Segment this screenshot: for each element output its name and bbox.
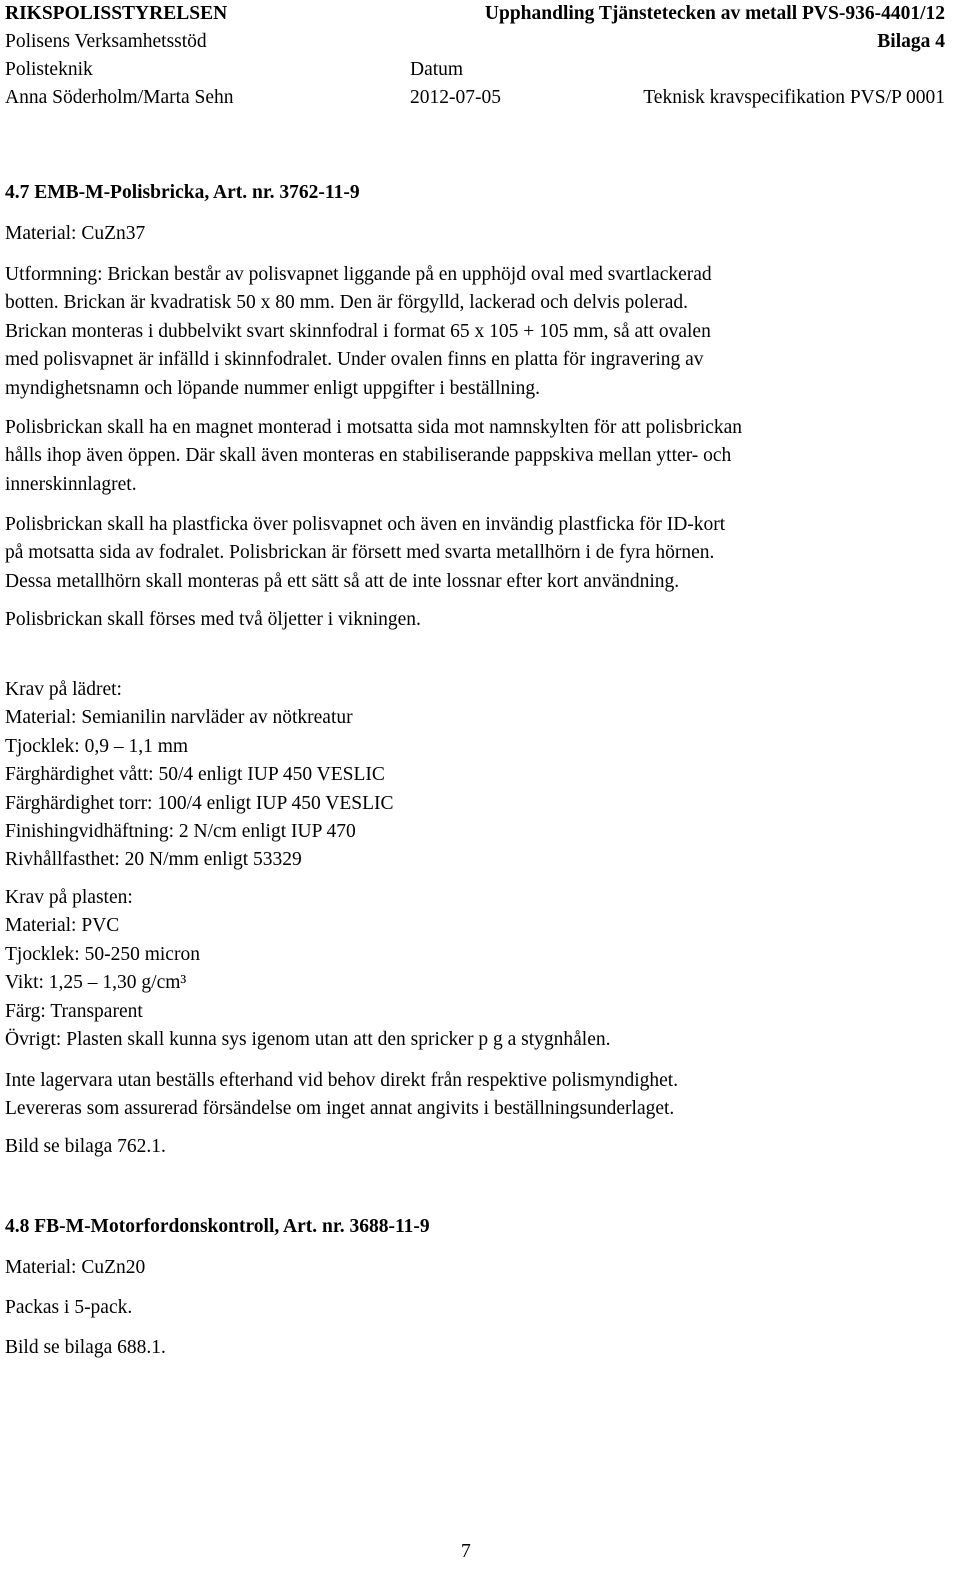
- header-row-3: [5, 56, 945, 84]
- leather-requirements: [5, 676, 950, 875]
- page-number: 7: [461, 1541, 471, 1562]
- text-line: hålls ihop även öppen. Där skall även monteras en stabiliserande pappskiva mellan ytter- och: [5, 445, 732, 467]
- text-line: Material: PVC: [5, 915, 120, 937]
- text-line: Material: Semianilin narvläder av nötkreatur: [5, 707, 353, 729]
- text-line: Finishingvidhäftning: 2 N/cm enligt IUP 470: [5, 821, 356, 843]
- text-line: Krav på plasten:: [5, 887, 133, 908]
- plastic-requirements: [5, 884, 950, 1054]
- text-line: myndighetsnamn och löpande nummer enligt uppgifter i beställning.: [5, 377, 541, 399]
- header-date: 2012-07-05: [410, 87, 501, 108]
- header-row-4: [5, 84, 945, 112]
- section-47-eyelets: Polisbrickan skall förses med två öljetter i vikningen.: [5, 609, 421, 630]
- text-line: Tjocklek: 0,9 – 1,1 mm: [5, 735, 189, 757]
- section-48-title: 4.8 FB-M-Motorfordonskontroll, Art. nr. 3688-11-9: [5, 1216, 430, 1237]
- section-48-image-ref: Bild se bilaga 688.1.: [5, 1337, 166, 1358]
- header-spec: Teknisk kravspecifikation PVS/P 0001: [643, 87, 945, 108]
- text-line: Färg: Transparent: [5, 1000, 143, 1022]
- text-line: Brickan monteras i dubbelvikt svart skinnfodral i format 65 x 105 + 105 mm, så att ovalen: [5, 320, 711, 342]
- delivery-info: [5, 1067, 950, 1124]
- text-line: Levereras som assurerad försändelse om inget annat angivits i beställningsunderlaget.: [5, 1098, 675, 1120]
- text-line: med polisvapnet är infälld i skinnfodralet. Under ovalen finns en platta för ingravering av: [5, 349, 704, 371]
- header-row-1: [5, 0, 945, 28]
- section-47-magnet: [5, 414, 950, 499]
- section-47-description: [5, 261, 950, 403]
- text-line: Polisbrickan skall ha plastficka över polisvapnet och även en invändig plastficka för ID-kort: [5, 514, 726, 535]
- section-47-title: 4.7 EMB-M-Polisbricka, Art. nr. 3762-11-9: [5, 182, 360, 203]
- header-unit: Polisteknik: [5, 59, 93, 80]
- text-line: Rivhållfasthet: 20 N/mm enligt 53329: [5, 849, 302, 871]
- text-line: botten. Brickan är kvadratisk 50 x 80 mm. Den är förgylld, lackerad och delvis polerad.: [5, 292, 689, 314]
- text-line: Tjocklek: 50-250 micron: [5, 943, 200, 965]
- section-47-pocket: [5, 511, 950, 596]
- header-appendix: Bilaga 4: [877, 31, 945, 52]
- text-line: Färghärdighet torr: 100/4 enligt IUP 450 VESLIC: [5, 792, 394, 814]
- text-line: Polisbrickan skall ha en magnet monterad i motsatta sida mot namnskylten för att polisbrickan: [5, 417, 743, 438]
- section-48-pack: Packas i 5-pack.: [5, 1297, 133, 1318]
- text-line: Utformning: Brickan består av polisvapnet liggande på en upphöjd oval med svartlackerad: [5, 264, 712, 285]
- text-line: på motsatta sida av fodralet. Polisbrickan är försett med svarta metallhörn i de fyra hörnen.: [5, 542, 715, 564]
- text-line: Inte lagervara utan beställs efterhand vid behov direkt från respektive polismyndighet.: [5, 1070, 679, 1091]
- header-org: RIKSPOLISSTYRELSEN: [5, 3, 228, 24]
- section-47-material: Material: CuZn37: [5, 223, 146, 244]
- text-line: Färghärdighet vått: 50/4 enligt IUP 450 VESLIC: [5, 764, 385, 786]
- text-line: Krav på lädret:: [5, 679, 122, 700]
- header-authors: Anna Söderholm/Marta Sehn: [5, 87, 234, 108]
- text-line: innerskinnlagret.: [5, 473, 137, 495]
- header-row-2: [5, 28, 945, 56]
- header-date-label: Datum: [410, 59, 464, 80]
- header-dept: Polisens Verksamhetsstöd: [5, 31, 207, 52]
- text-line: Vikt: 1,25 – 1,30 g/cm³: [5, 972, 187, 994]
- text-line: Övrigt: Plasten skall kunna sys igenom utan att den spricker p g a stygnhålen.: [5, 1029, 611, 1051]
- text-line: Dessa metallhörn skall monteras på ett sätt så att de inte lossnar efter kort användning.: [5, 570, 680, 592]
- header-procurement: Upphandling Tjänstetecken av metall PVS-936-4401/12: [484, 3, 945, 24]
- section-47-image-ref: Bild se bilaga 762.1.: [5, 1136, 166, 1157]
- section-48-material: Material: CuZn20: [5, 1257, 146, 1278]
